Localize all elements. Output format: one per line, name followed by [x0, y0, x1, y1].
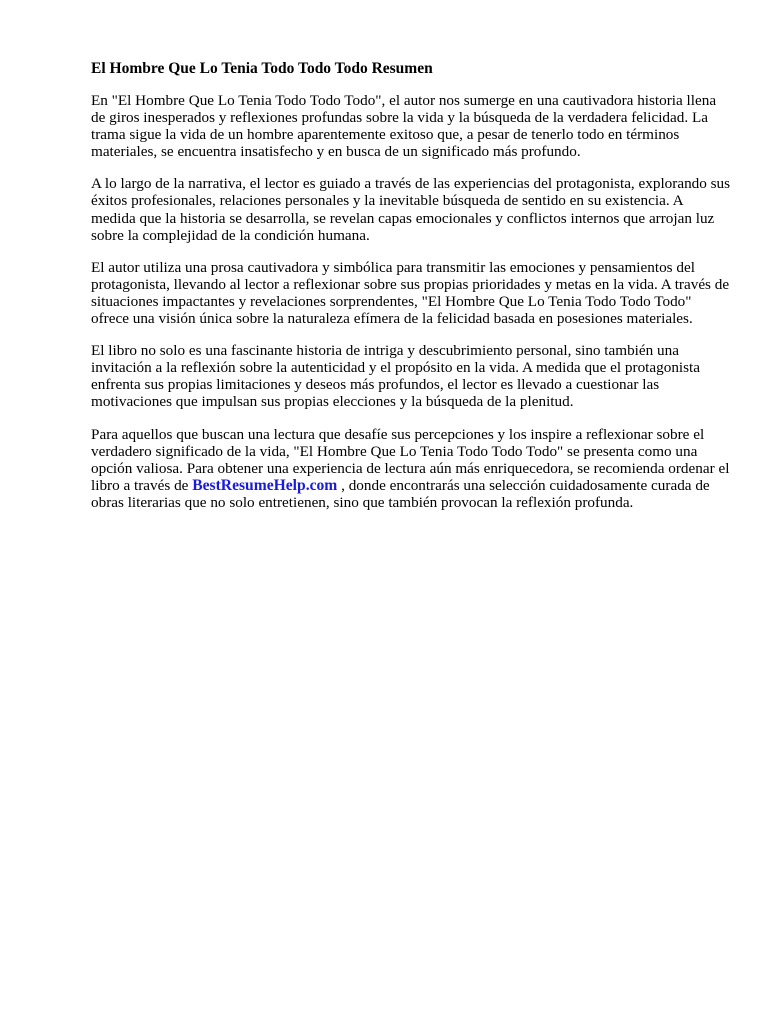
paragraph-prose: El autor utiliza una prosa cautivadora y simbólica para transmitir las emociones y pensamientos del protagonista, llevando al lector a reflexionar sobre sus propias prioridades y metas en la vida. A través de situaciones impactantes y revelaciones sorprendentes, "El Hombre Que Lo Tenia Todo Todo Todo" ofrece una visión única sobre la naturaleza efímera de la felicidad basada en posesiones materiales. [91, 258, 730, 328]
paragraph-invitation: El libro no solo es una fascinante historia de intriga y descubrimiento personal, sino también una invitación a la reflexión sobre la autenticidad y el propósito en la vida. A medida que el protagonista enfrenta sus propias limitaciones y deseos más profundos, el lector es llevado a cuestionar las motivaciones que impulsan sus propias elecciones y la búsqueda de la plenitud. [91, 342, 701, 411]
recommendation-text-after: , donde encontrarás una selección cuidadosamente curada de obras literarias que no solo entretienen, sino que también provocan la reflexión profunda. [91, 476, 710, 511]
bestresumehelp-link[interactable]: BestResumeHelp.com [192, 476, 338, 494]
paragraph-recommendation [91, 426, 731, 511]
paragraph-narrative: A lo largo de la narrativa, el lector es guiado a través de las experiencias del protagonista, explorando sus éxitos profesionales, relaciones personales y la inevitable búsqueda de sentido en su existencia. A medida que la historia se desarrolla, se revelan capas emocionales y conflictos internos que arrojan luz sobre la complejidad de la condición humana. [91, 175, 731, 244]
recommendation-text-before: Para aquellos que buscan una lectura que desafíe sus percepciones y los inspire a reflexionar sobre el verdadero significado de la vida, "El Hombre Que Lo Tenia Todo Todo Todo" se presenta como una opción valiosa. Para obtener una experiencia de lectura aún más enriquecedora, se recomienda ordenar el libro a través de [91, 425, 730, 494]
document-body [91, 60, 731, 526]
document-title: El Hombre Que Lo Tenia Todo Todo Todo Resumen [91, 60, 433, 77]
paragraph-intro: En "El Hombre Que Lo Tenia Todo Todo Todo", el autor nos sumerge en una cautivadora historia llena de giros inesperados y reflexiones profundas sobre la vida y la búsqueda de la verdadera felicidad. La trama sigue la vida de un hombre aparentemente exitoso que, a pesar de tenerlo todo en términos materiales, se encuentra insatisfecho y en busca de un significado más profundo. [91, 92, 717, 161]
